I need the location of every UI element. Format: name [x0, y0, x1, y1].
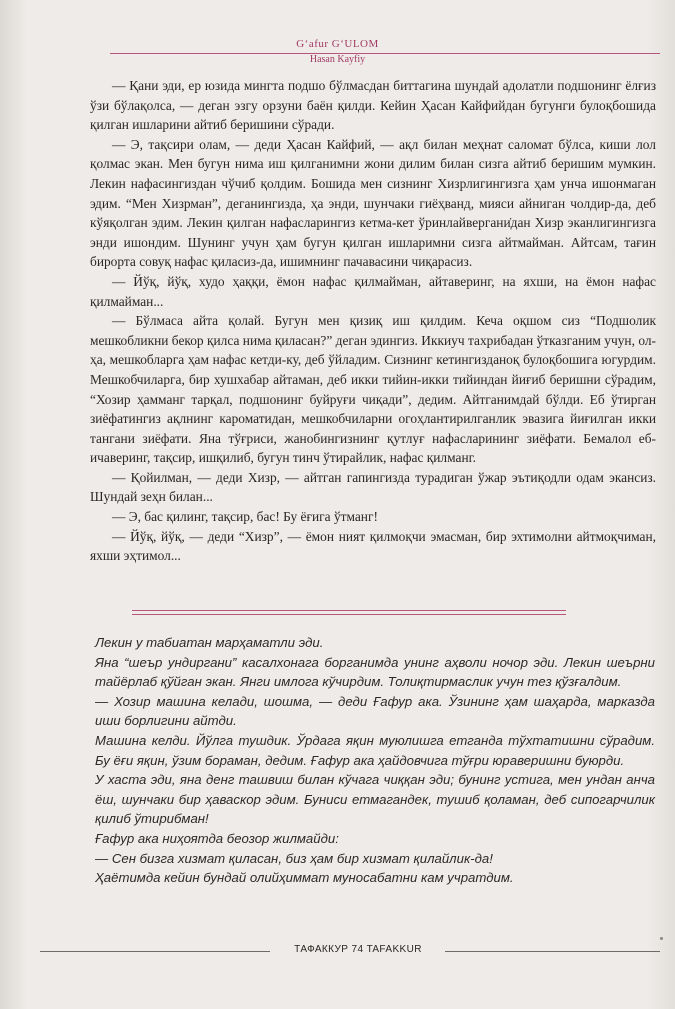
section-divider [132, 614, 566, 615]
paragraph: — Йўқ, йўқ, худо ҳаққи, ёмон нафас қилмайман, айтаверинг, на яхши, на ёмон нафас қилмайман... [90, 273, 656, 309]
footer-rule-left [40, 951, 270, 952]
italic-paragraph: Ҳаётимда кейин бундай олийҳиммат муносабатни кам учратдим. [95, 870, 514, 886]
memoir-text [95, 633, 655, 888]
italic-paragraph: — Хозир машина келади, шошма, — деди Ғафур ака. Ўзининг ҳам шаҳарда, марказда иши борлигини айтди. [95, 693, 655, 729]
italic-paragraph: — Сен бизга хизмат қиласан, биз ҳам бир хизмат қилайлик-да! [95, 850, 493, 866]
italic-paragraph: Лекин у табиатан марҳаматли эди. [95, 635, 324, 650]
section-divider [132, 610, 566, 611]
paragraph: — Э, бас қилинг, тақсир, бас! Бу ёғига ўтманг! [112, 509, 378, 525]
header-rule [110, 53, 660, 54]
paper-speck [660, 937, 663, 940]
footer-rule-right [445, 951, 660, 952]
paragraph: — Э, тақсири олам, — деди Ҳасан Кайфий, — ақл билан меҳнат саломат бўлса, киши лол қолмас экан. Мен бугун нима иш қилганимни жони дилим билан сизга айтиб беришим мумкин. Лекин нафасингиздан чўчиб қолдим. Бошида мен сизнинг Хизрлигингизга ҳам унча ишонмаган эдим. “Мен Хизрман”, деганингизда, ҳа энди, шунчаки гиёҳванд, мияси айниган чолдир-да, деб кўяқолган эдим. Лекин қилган нафасларингиз кетма-кет ўринлайвергани̇дан Хизр эканлигингизга энди ишондим. Шунинг учун ҳам бугун қилган ишларимни сизга айтмайман. Айтсам, тағин бирорта совуқ нафас қиласиз-да, ишимнинг пачавасини чиқарасиз. [90, 136, 656, 270]
italic-paragraph: Машина келди. Йўлга тушдик. Ўрдага яқин муюлишга етганда тўхтатишни сўрадим. Бу ёғи яқин, ўзим бораман, дедим. Ғафур ака ҳайдовчига тўғри юраверишни буюрди. [95, 732, 655, 768]
paragraph: — Йўқ, йўқ, — деди “Хизр”, — ёмон ният қилмоқчи эмасман, бир эхтимолни айтмоқчиман, яхши эҳтимол... [90, 528, 656, 564]
italic-paragraph: Яна “шеър ундиргани” касалхонага борганимда унинг аҳволи ночор эди. Лекин шеърни тайёрлаб қўйган экан. Янги имлога кўчирдим. Толиқтирмаслик учун тез қўзғалдим. [95, 654, 655, 690]
running-header [0, 38, 675, 65]
header-author: G‘afur G‘ULOM [296, 38, 379, 50]
header-subtitle: Hasan Kayfiy [309, 54, 366, 65]
footer-label: ТАФАККУР 74 TAFAKKUR [294, 944, 422, 955]
paragraph: — Қани эди, ер юзида мингта подшо бўлмасдан биттагина шундай адолатли подшонинг ёлғиз ўзи бўлақолса, — деган эзгу орзуни баён қилди. Кейин Ҳасан Кайфийдан бугунги булоқбошида қилган ишларини айтиб беришини сўради. [90, 78, 656, 133]
story-text [90, 76, 656, 566]
italic-paragraph: Ғафур ака ниҳоятда беозор жилмайди: [95, 830, 339, 846]
paragraph: — Бўлмаса айта қолай. Бугун мен қизиқ иш қилдим. Кеча оқшом сиз “Подшолик мешкобликни бекор қилса нима қиласан?” деган эдингиз. Иккиуч тахрибадан ўтказганим учун, ол-ҳа, мешкобларга ҳам нафас кетди-ку, деб ўйладим. Сизнинг кетингизданоқ булоқбошига югурдим. Мешкобчиларга, бир хушхабар айтаман, деб икки тийин-икки тийиндан йиғиб беришни сўрадим, “Хозир ҳамманг тарқал, подшонинг буйруғи чиқади”, дедим. Айтганимдай бўлди. Еб ўтирган зиёфатингиз ақлнинг кароматидан, мешкобчиларни огоҳлантирилганлик эвазига йиғилган икки тангани зиёфати. Яна тўғриси, жанобингизнинг қутлуғ нафасларининг зиёфати. Бемалол еб-ичаверинг, тақсир, ишқилиб, бугун тинч ўтирайлик, нафас қилманг. [90, 313, 656, 466]
italic-paragraph: У хаста эди, яна денг ташвиш билан кўчага чиққан эди; бунинг устига, мен ундан анча ёш, шунчаки бир ҳаваскор эдим. Буниси етмагандек, тушиб қоламан, деб сипогарчилик қилиб ўтирибман! [95, 772, 655, 827]
page-footer [40, 944, 660, 960]
paragraph: — Қойилман, — деди Хизр, — айтган гапингизда турадиган ўжар эътиқодли одам экансиз. Шундай зеҳн билан... [90, 469, 656, 505]
